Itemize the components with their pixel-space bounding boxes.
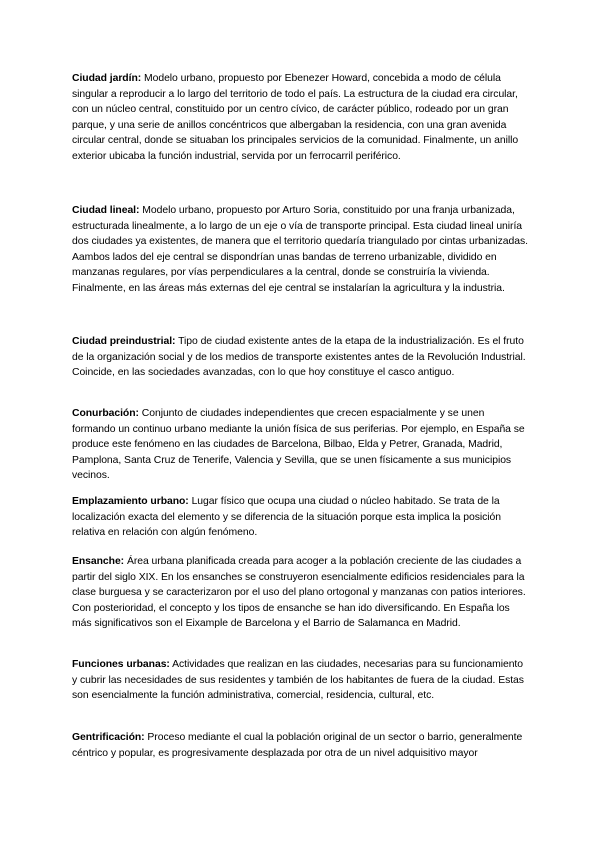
entry-definition: Modelo urbano, propuesto por Arturo Soria, constituido por una franja urbanizada, estructurada linealmente, a lo largo de un eje o vía de transporte principal. Esta ciudad lineal uniría dos ciudades ya existentes, de manera que el territorio quedaría triangulado por cintas urbanizadas. Aambos lados del eje central se dispondrían unas bandas de terreno urbanizable, dividido en manzanas regulares, por vías perpendiculares a la central, donde se construiría la vivienda. Finalmente, en las áreas más externas del eje central se instalarían la agricultura y la industria. (72, 205, 528, 294)
entry-term: Funciones urbanas: (72, 659, 170, 670)
entry-definition: Tipo de ciudad existente antes de la etapa de la industrialización. Es el fruto de la organización social y de los medios de transporte existentes antes de la Revolución Industrial. Coincide, en las sociedades avanzadas, con lo que hoy constituye el casco antiguo. (72, 336, 526, 379)
entry-definition: Actividades que realizan en las ciudades, necesarias para su funcionamiento y cubrir las necesidades de sus residentes y también de los habitantes de fuera de la ciudad. Estas son esencialmente la función administrativa, comercial, residencia, cultural, etc. (72, 659, 524, 702)
glossary-entry-ciudad-lineal (72, 203, 528, 297)
entry-term: Gentrificación: (72, 732, 145, 743)
entry-definition: Área urbana planificada creada para acoger a la población creciente de las ciudades a partir del siglo XIX. En los ensanches se construyeron esencialmente edificios residenciales para la clase burguesa y se caracterizaron por el uso del plano ortogonal y manzanas con patios interiores. Con posterioridad, el concepto y los tipos de ensanche se han ido diversificando. En España los más significativos son el Eixample de Barcelona y el Barrio de Salamanca en Madrid. (72, 556, 526, 630)
entry-term: Ciudad preindustrial: (72, 336, 176, 347)
glossary-entry-conurbacion (72, 406, 528, 484)
entry-term: Ensanche: (72, 556, 125, 567)
glossary-entry-funciones-urbanas (72, 657, 528, 704)
entry-term: Ciudad lineal: (72, 205, 140, 216)
glossary-entry-emplazamiento-urbano (72, 494, 528, 541)
entry-term: Emplazamiento urbano: (72, 496, 189, 507)
entry-definition: Modelo urbano, propuesto por Ebenezer Howard, concebida a modo de célula singular a reproducir a lo largo del territorio de todo el país. La estructura de la ciudad era circular, con un núcleo central, constituido por un centro cívico, de carácter público, rodeado por un gran parque, y una serie de anillos concéntricos que albergaban la residencia, con una gran avenida circular central, donde se situaban los principales servicios de la comunidad. Finalmente, un anillo exterior ubicaba la función industrial, servida por un ferrocarril periférico. (72, 73, 519, 162)
glossary-entry-ciudad-preindustrial (72, 334, 528, 381)
glossary-entry-ensanche (72, 554, 528, 632)
entry-term: Conurbación: (72, 408, 139, 419)
entry-term: Ciudad jardín: (72, 73, 142, 84)
glossary-entry-ciudad-jardin (72, 71, 528, 165)
entry-definition: Lugar físico que ocupa una ciudad o núcleo habitado. Se trata de la localización exacta del elemento y se diferencia de la situación porque esta implica la posición relativa en relación con algún fenómeno. (72, 496, 501, 539)
entry-definition: Proceso mediante el cual la población original de un sector o barrio, generalmente céntrico y popular, es progresivamente desplazada por otra de un nivel adquisitivo mayor (72, 732, 523, 759)
glossary-entry-gentrificacion (72, 730, 528, 761)
entry-definition: Conjunto de ciudades independientes que crecen espacialmente y se unen formando un continuo urbano mediante la unión física de sus periferias. Por ejemplo, en España se produce este fenómeno en las ciudades de Barcelona, Bilbao, Elda y Petrer, Granada, Madrid, Pamplona, Santa Cruz de Tenerife, Valencia y Sevilla, que se unen físicamente a sus municipios vecinos. (72, 408, 525, 482)
